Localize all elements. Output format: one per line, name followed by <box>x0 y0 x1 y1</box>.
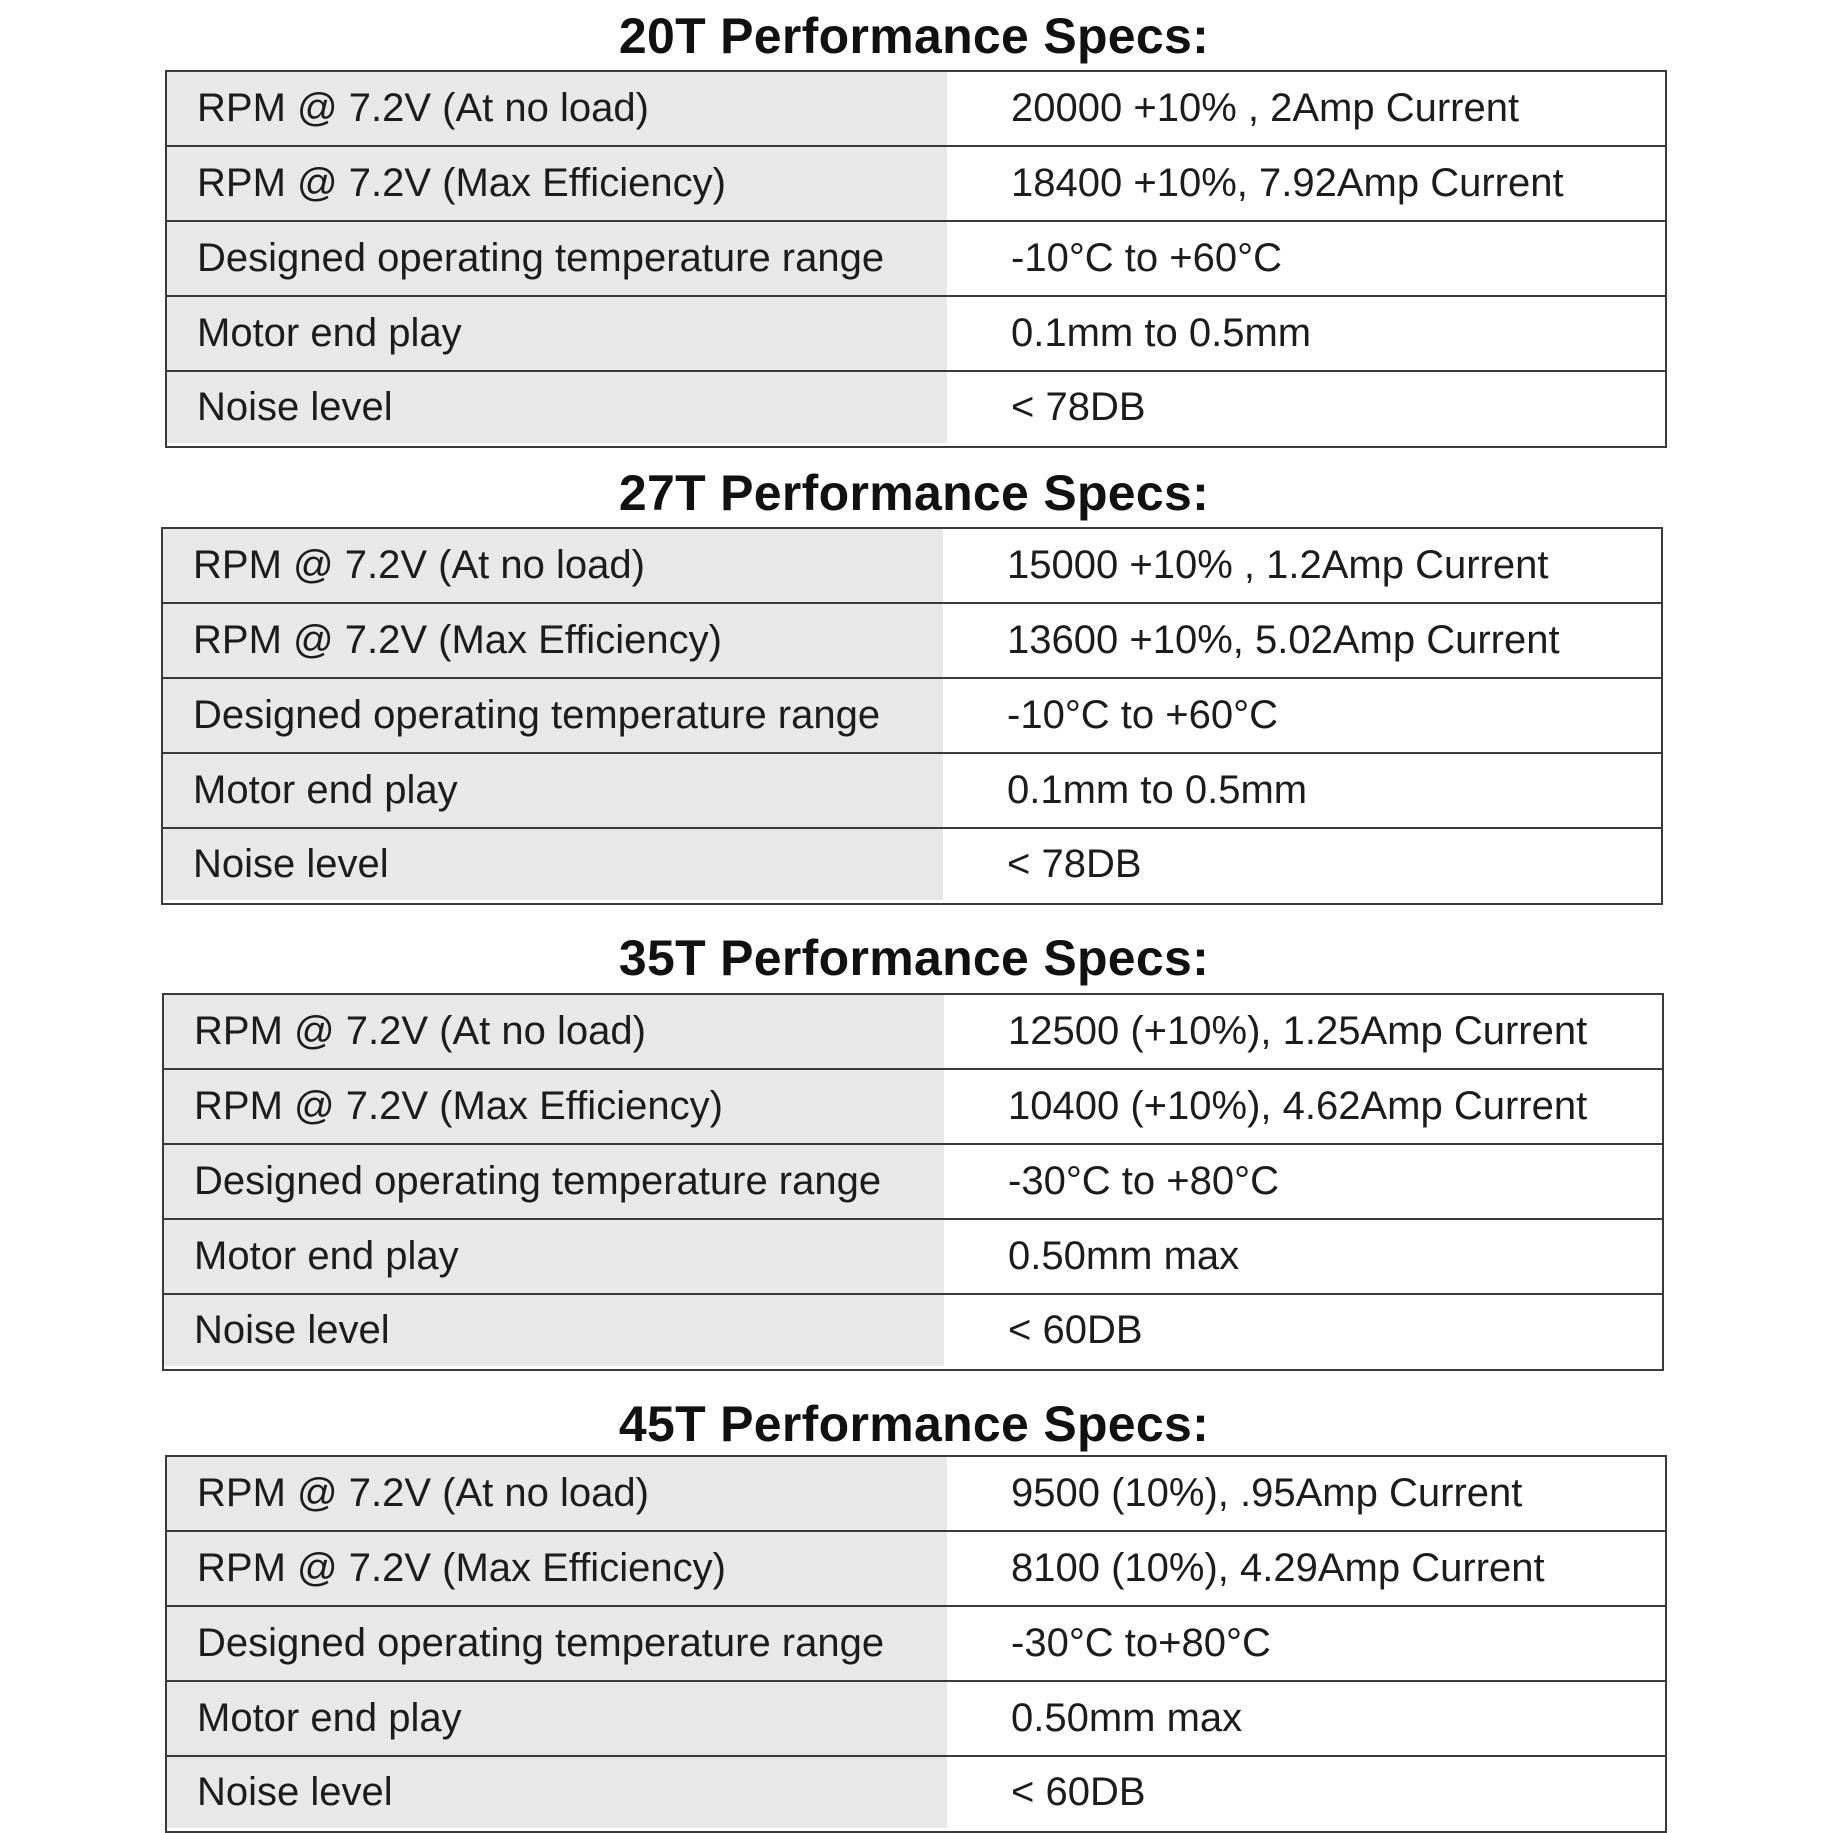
table-row <box>167 1682 1665 1757</box>
spec-table <box>162 993 1664 1371</box>
spec-label: Motor end play <box>163 754 943 827</box>
spec-label: Noise level <box>167 1757 947 1828</box>
spec-label: RPM @ 7.2V (Max Efficiency) <box>167 1532 947 1605</box>
table-row <box>167 1757 1665 1828</box>
spec-value: 8100 (10%), 4.29Amp Current <box>1011 1546 1545 1590</box>
spec-label: RPM @ 7.2V (At no load) <box>167 72 947 145</box>
spec-value: -10°C to +60°C <box>1011 236 1283 280</box>
spec-label: Noise level <box>163 829 943 900</box>
spec-label: Noise level <box>167 372 947 443</box>
table-row <box>163 829 1661 900</box>
table-row <box>164 995 1662 1070</box>
spec-value: < 60DB <box>1008 1308 1143 1352</box>
spec-label: RPM @ 7.2V (Max Efficiency) <box>167 147 947 220</box>
section-title: 27T Performance Specs: <box>618 465 1210 521</box>
table-row <box>167 147 1665 222</box>
spec-value: -10°C to +60°C <box>1007 693 1279 737</box>
table-row <box>164 1070 1662 1145</box>
spec-value: 13600 +10%, 5.02Amp Current <box>1007 618 1560 662</box>
spec-value: -30°C to +80°C <box>1008 1159 1280 1203</box>
table-row <box>163 679 1661 754</box>
section-title: 20T Performance Specs: <box>618 8 1210 64</box>
table-row <box>164 1295 1662 1366</box>
spec-value: 18400 +10%, 7.92Amp Current <box>1011 161 1564 205</box>
table-row <box>163 604 1661 679</box>
spec-label: RPM @ 7.2V (Max Efficiency) <box>164 1070 944 1143</box>
spec-value: 15000 +10% , 1.2Amp Current <box>1007 543 1549 587</box>
spec-label: Motor end play <box>164 1220 944 1293</box>
table-row <box>164 1220 1662 1295</box>
spec-label: Designed operating temperature range <box>167 1607 947 1680</box>
spec-label: Designed operating temperature range <box>163 679 943 752</box>
section-title: 35T Performance Specs: <box>618 930 1210 986</box>
spec-label: Designed operating temperature range <box>164 1145 944 1218</box>
spec-value: 20000 +10% , 2Amp Current <box>1011 86 1520 130</box>
spec-value: 0.1mm to 0.5mm <box>1011 311 1312 355</box>
spec-value: 12500 (+10%), 1.25Amp Current <box>1008 1009 1588 1053</box>
table-row <box>167 72 1665 147</box>
spec-label: RPM @ 7.2V (At no load) <box>167 1457 947 1530</box>
spec-label: RPM @ 7.2V (At no load) <box>164 995 944 1068</box>
spec-value: < 78DB <box>1011 385 1146 429</box>
spec-label: Motor end play <box>167 297 947 370</box>
table-row <box>167 1457 1665 1532</box>
spec-value: < 78DB <box>1007 842 1142 886</box>
table-row <box>167 222 1665 297</box>
spec-table <box>165 1455 1667 1833</box>
table-row <box>163 529 1661 604</box>
spec-table <box>161 527 1663 905</box>
spec-label: Motor end play <box>167 1682 947 1755</box>
table-row <box>167 297 1665 372</box>
spec-label: RPM @ 7.2V (Max Efficiency) <box>163 604 943 677</box>
spec-value: 0.1mm to 0.5mm <box>1007 768 1308 812</box>
spec-value: 10400 (+10%), 4.62Amp Current <box>1008 1084 1588 1128</box>
spec-value: 9500 (10%), .95Amp Current <box>1011 1471 1523 1515</box>
spec-label: RPM @ 7.2V (At no load) <box>163 529 943 602</box>
spec-value: -30°C to+80°C <box>1011 1621 1271 1665</box>
table-row <box>167 1532 1665 1607</box>
spec-value: 0.50mm max <box>1011 1696 1243 1740</box>
section-title: 45T Performance Specs: <box>618 1396 1210 1452</box>
spec-value: < 60DB <box>1011 1770 1146 1814</box>
spec-label: Noise level <box>164 1295 944 1366</box>
spec-table <box>165 70 1667 448</box>
spec-label: Designed operating temperature range <box>167 222 947 295</box>
table-row <box>167 1607 1665 1682</box>
table-row <box>167 372 1665 443</box>
table-row <box>164 1145 1662 1220</box>
spec-value: 0.50mm max <box>1008 1234 1240 1278</box>
table-row <box>163 754 1661 829</box>
